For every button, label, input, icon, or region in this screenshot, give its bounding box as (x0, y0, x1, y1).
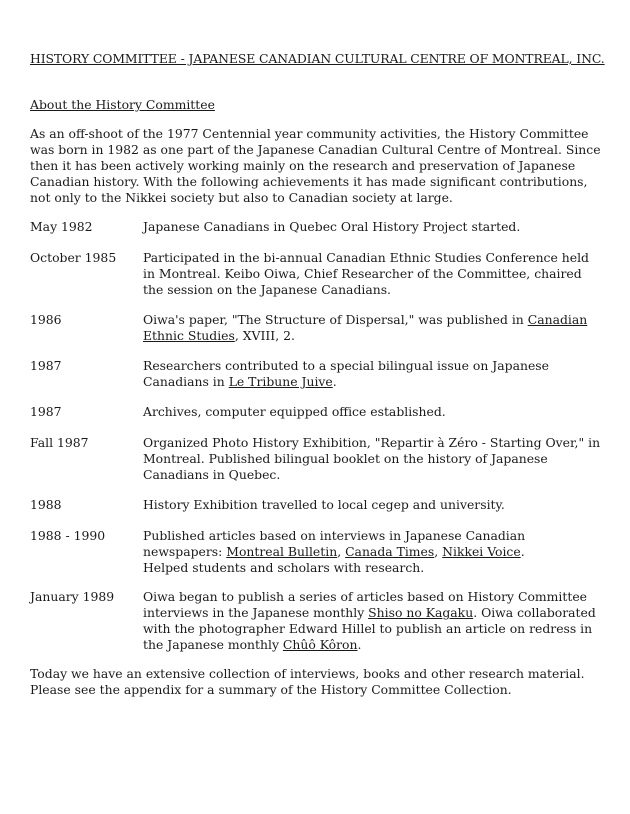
entry-date: October 1985 (30, 250, 117, 265)
entry-text: . Oiwa collaborated with the photographer Edward Hillel to publish an article on redress in the Japanese monthly (143, 605, 596, 652)
entry-description: Archives, computer equipped office established. (143, 404, 446, 419)
entry-date: May 1982 (30, 219, 93, 234)
entry-description: Organized Photo History Exhibition, "Repartir à Zéro - Starting Over," in Montreal. Published bilingual booklet on the history of Japanese Canadians in Quebec. (143, 435, 601, 482)
newspaper-title: Nikkei Voice (442, 544, 521, 559)
entry-description (143, 358, 603, 390)
entry-text: Oiwa's paper, "The Structure of Dispersal," was published in (143, 312, 528, 327)
entry-text: . (332, 374, 337, 389)
newspaper-title: Montreal Bulletin (226, 544, 338, 559)
entry-text: . (357, 637, 362, 652)
journal-title: Le Tribune Juive (228, 374, 333, 389)
entry-description (143, 589, 603, 653)
document-title: HISTORY COMMITTEE - JAPANESE CANADIAN CULTURAL CENTRE OF MONTREAL, INC. (30, 51, 605, 66)
entry-date: 1988 - 1990 (30, 528, 106, 543)
newspaper-title: Canada Times (345, 544, 435, 559)
entry-text: . (520, 544, 525, 559)
entry-text: Helped students and scholars with research. (143, 560, 425, 575)
entry-text: , (337, 544, 346, 559)
entry-date: 1987 (30, 404, 62, 419)
entry-date: 1986 (30, 312, 62, 327)
entry-description (143, 312, 603, 344)
intro-paragraph: As an off-shoot of the 1977 Centennial year community activities, the History Committee was born in 1982 as one part of the Japanese Canadian Cultural Centre of Montreal. Since then it has been actively working mainly on the research and preservation of Japanese Canadian history. With the following achievements it has made significant contributions, not only to the Nikkei society but also to Canadian society at large. (30, 126, 601, 205)
closing-paragraph: Today we have an extensive collection of interviews, books and other research material. Please see the appendix for a summary of the History Committee Collection. (30, 666, 585, 697)
entry-text: Published articles based on interviews in Japanese Canadian newspapers: (143, 528, 526, 559)
entry-date: January 1989 (30, 589, 115, 604)
entry-text: , XVIII, 2. (234, 328, 295, 343)
entry-text: Researchers contributed to a special bilingual issue on Japanese Canadians in (143, 358, 549, 389)
section-heading: About the History Committee (30, 97, 215, 112)
entry-description: Participated in the bi-annual Canadian Ethnic Studies Conference held in Montreal. Keibo Oiwa, Chief Researcher of the Committee, chaired the session on the Japanese Canadians. (143, 250, 589, 297)
entry-text: Oiwa began to publish a series of articles based on History Committee interviews in the Japanese monthly (143, 589, 587, 620)
journal-title: Canadian Ethnic Studies (143, 312, 588, 343)
magazine-title: Chûô Kôron (282, 637, 358, 652)
entry-date: 1988 (30, 497, 62, 512)
entry-description: Japanese Canadians in Quebec Oral History Project started. (143, 219, 521, 234)
entry-text: , (434, 544, 443, 559)
entry-date: 1987 (30, 358, 62, 373)
magazine-title: Shiso no Kagaku (368, 605, 474, 620)
entry-date: Fall 1987 (30, 435, 89, 450)
entry-description (143, 528, 603, 576)
entry-description: History Exhibition travelled to local cegep and university. (143, 497, 505, 512)
